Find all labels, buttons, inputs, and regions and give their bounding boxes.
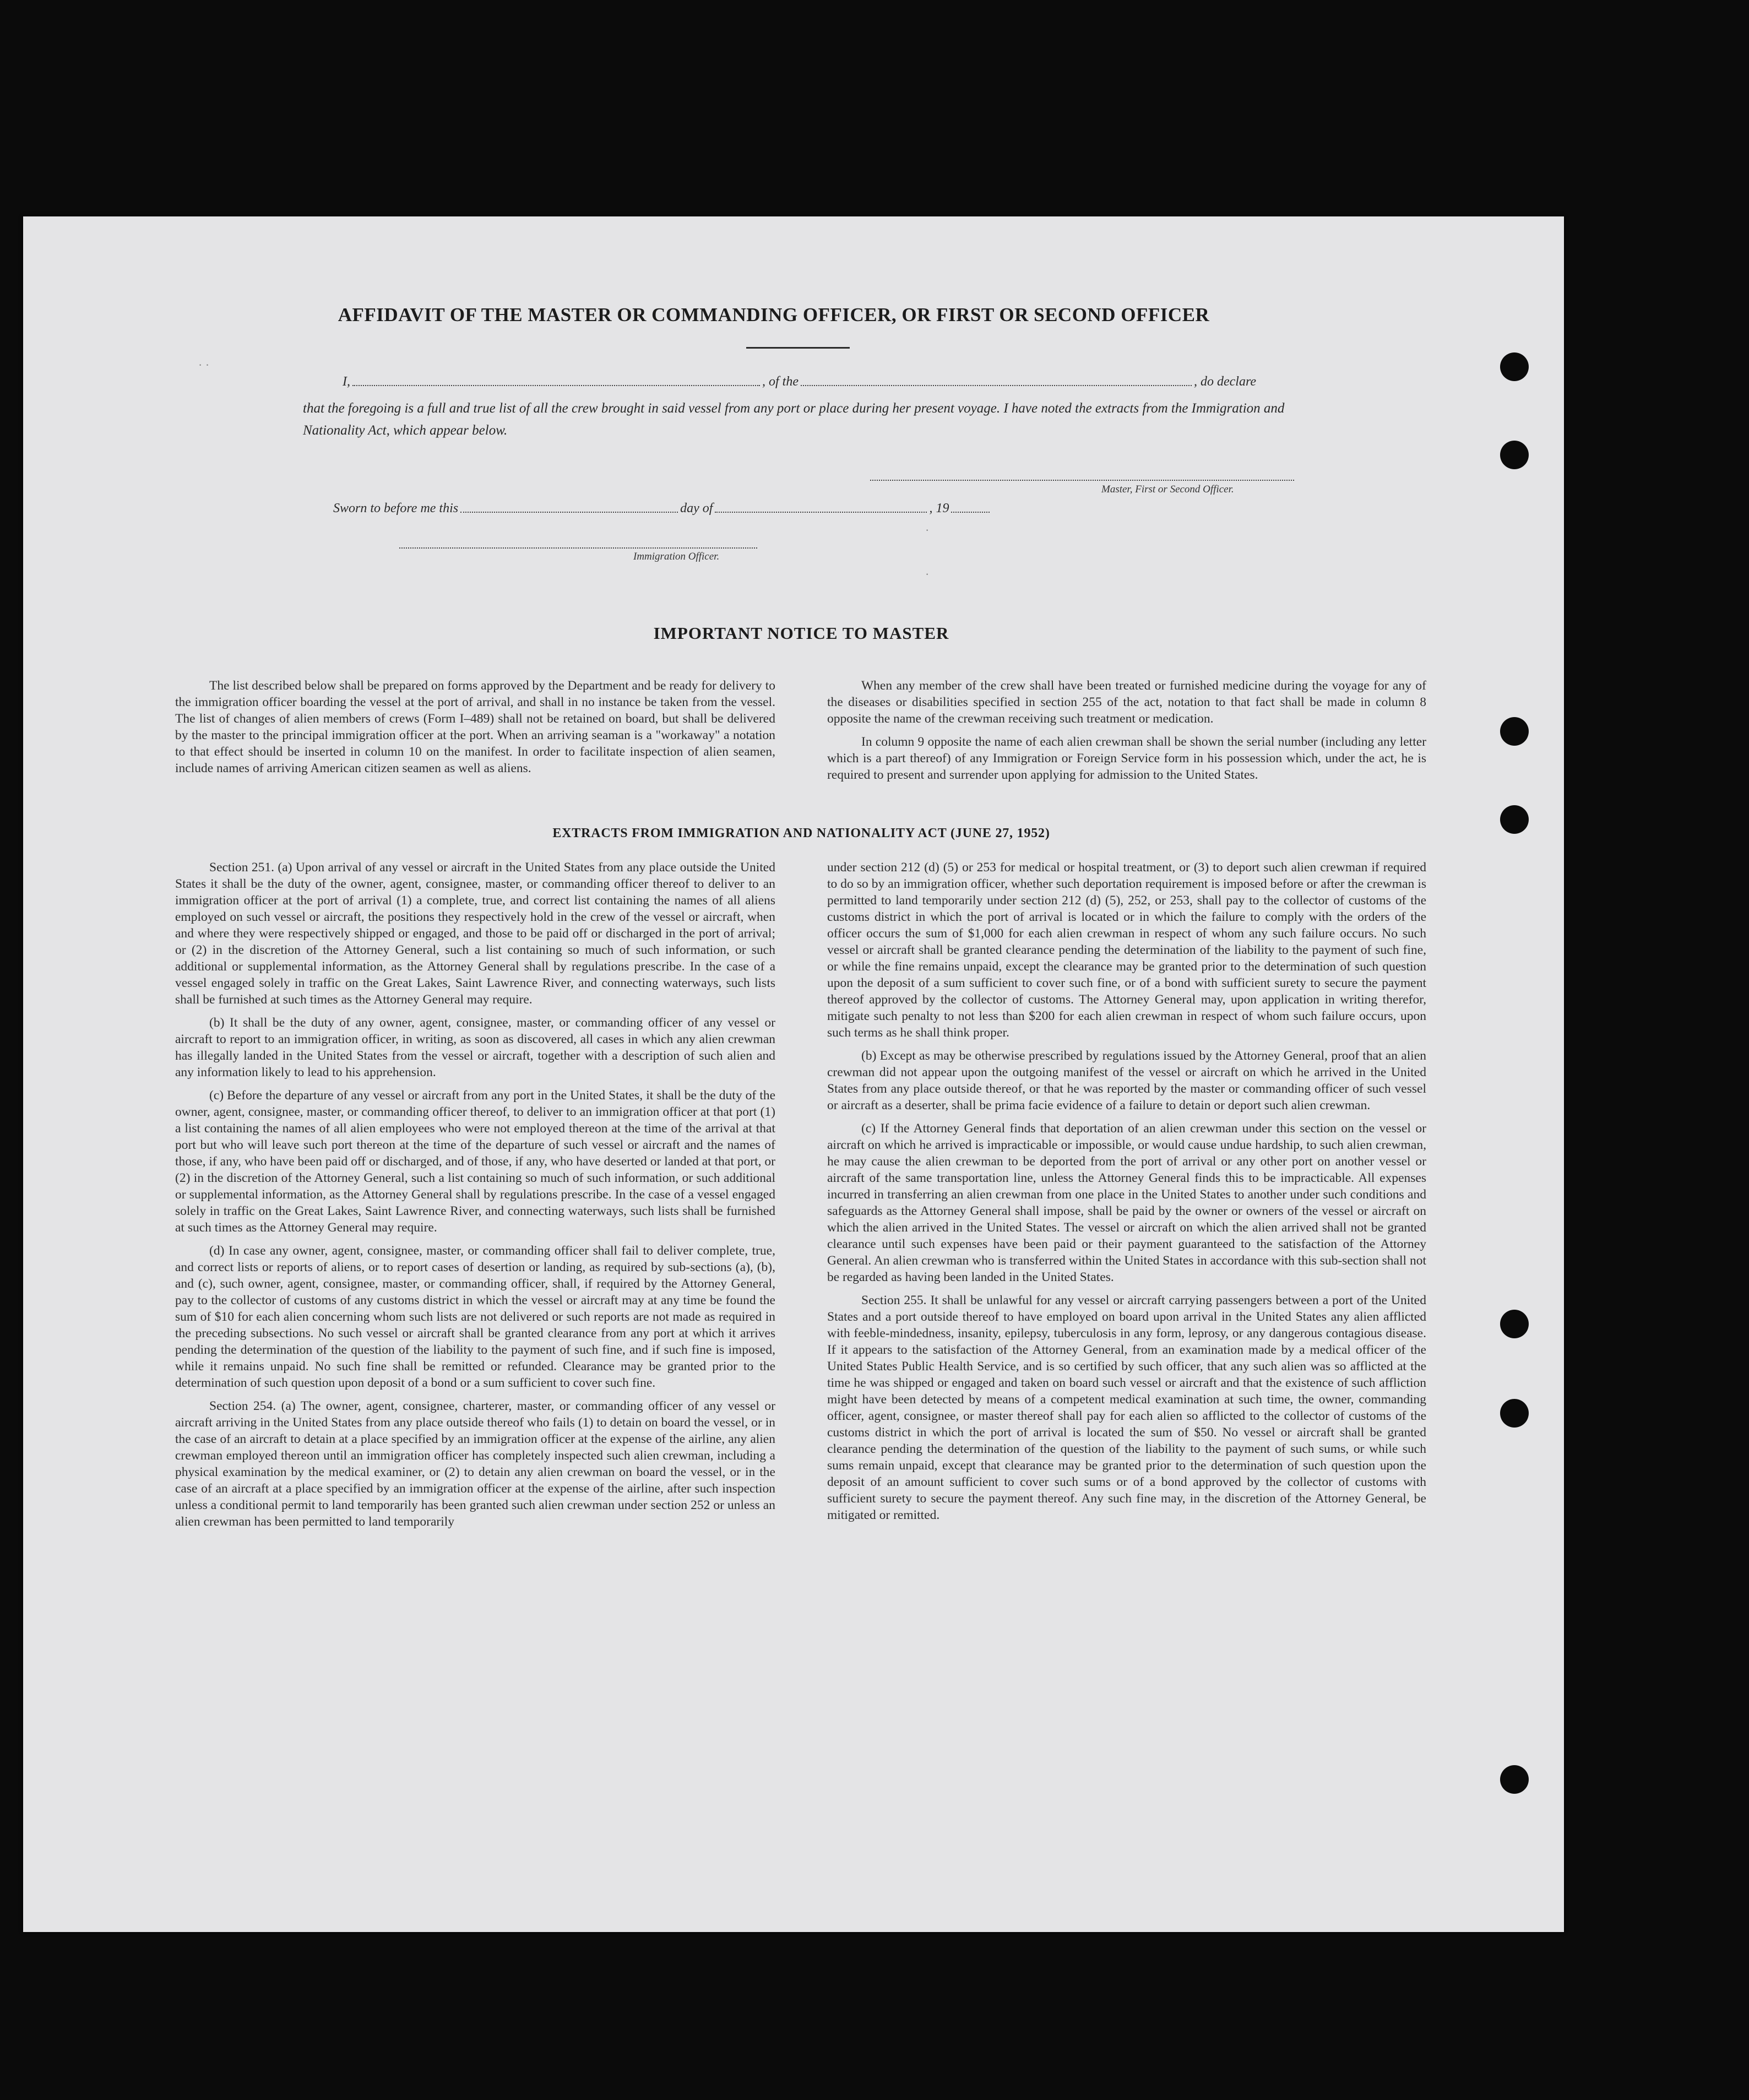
- bleed-through-marks: ·: [925, 523, 930, 537]
- punch-hole: [1500, 441, 1529, 469]
- punch-hole: [1500, 717, 1529, 746]
- section-paragraph: (c) If the Attorney General finds that deportation of an alien crewman under this section on the vessel or aircraft on which he arrived is impracticable or impossible, or would cause undue hardship, to such alien crewman, he may cause the alien crewman to be deported from the port of arrival or any other port on another vessel or aircraft of the same transportation line, unless the Attorney General finds this to be impracticable. All expenses incurred in transferring an alien crewman from one place in the United States to another under such conditions and safeguards as the Attorney General shall impose, shall be paid by the owner or owners of the vessel or aircraft on which the alien arrived in the United States. The vessel or aircraft on which the alien arrived shall not be granted clearance until such expenses have been paid or their payment guaranteed to the satisfaction of the Attorney General. An alien crewman who is transferred within the United States in accordance with this sub-section shall not be regarded as having been landed in the United States.: [827, 1121, 1426, 1284]
- title-rule: [746, 347, 850, 349]
- declaration-start: I,: [343, 375, 350, 389]
- section-paragraph: Section 255. It shall be unlawful for any vessel or aircraft carrying passengers between a port of the United States and a port outside thereof to have employed on board upon arrival in the United States any alien afflicted with feeble-mindedness, insanity, epilepsy, tuberculosis in any form, leprosy, or any dangerous contagious disease. If it appears to the satisfaction of the Attorney General, from an examination made by a medical officer of the United States Public Health Service, and is so certified by such officer, that any such alien was so afflicted at the time he was shipped or engaged and taken on board such vessel or aircraft and that the existence of such affliction might have been detected by means of a competent medical examination at such time, the owner, commanding officer, agent, consignee, or master thereof shall pay for each alien so afflicted to the collector of customs of the customs district in which the port of arrival is located the sum of $50. No vessel or aircraft shall be granted clearance pending the determination of the question of the liability to the payment of such sums, or while such sums remain unpaid, except that clearance may be granted prior to the determination of such question upon the deposit of an amount sufficient to cover such sums or of a bond approved by the collector of customs with sufficient surety to secure the payment thereof. Any such fine may, in the discretion of the Attorney General, be mitigated or remitted.: [827, 1293, 1426, 1522]
- sworn-line: [333, 501, 992, 516]
- section-paragraph: Section 254. (a) The owner, agent, consignee, charterer, master, or commanding officer of any vessel or aircraft arriving in the United States from any place outside thereof who fails (1) to detain on board the vessel, or in the case of an aircraft to detain at a place specified by an immigration officer at the expense of the airline, any alien crewman employed thereon until an immigration officer has completely inspected such alien crewman, including a physical examination by the medical examiner, or (2) to detain any alien crewman on board the vessel, or in the case of an aircraft at a place specified by an immigration officer at the expense of the airline, after such inspection unless a conditional permit to land temporarily has been granted such alien crewman under section 252 or unless an alien crewman has been permitted to land temporarily: [175, 1399, 775, 1529]
- declaration-line: [343, 375, 1256, 389]
- officer-signature-line[interactable]: [399, 547, 757, 549]
- notice-right-column: [827, 677, 1426, 790]
- section-paragraph: (d) In case any owner, agent, consignee, master, or commanding officer shall fail to deliver complete, true, and correct lists or reports of aliens, or to report cases of desertion or landing, as required by sub-sections (a), (b), and (c), such owner, agent, consignee, master, or commanding officer, shall, if required by the Attorney General, pay to the collector of customs of any customs district in which the vessel or aircraft may at any time be found the sum of $10 for each alien concerning whom such lists are not delivered or such reports are not made as required in the preceding subsections. No such vessel or aircraft shall be granted clearance from any port at which it arrives pending the determination of the question of the liability to the payment of such fine, and if such fine is imposed, while it remains unpaid. No such fine shall be remitted or refunded. Clearance may be granted prior to the determination of such question upon deposit of a bond or a sum sufficient to cover such fine.: [175, 1244, 775, 1390]
- sworn-label: Sworn to before me this: [333, 501, 459, 515]
- do-declare-label: , do declare: [1194, 375, 1257, 389]
- punch-hole: [1500, 352, 1529, 381]
- bleed-through-marks: ·: [925, 567, 930, 581]
- punch-hole: [1500, 1399, 1529, 1428]
- sworn-day-field[interactable]: [460, 511, 678, 513]
- extracts-left-column: [175, 859, 775, 1537]
- bleed-through-marks: · ·: [198, 358, 210, 372]
- section-paragraph: Section 251. (a) Upon arrival of any vessel or aircraft in the United States from any place outside the United States it shall be the duty of the owner, agent, consignee, master, or commanding officer thereof to deliver to an immigration officer at the port of arrival (1) a complete, true, and correct list containing the names of all aliens employed on such vessel or aircraft, the positions they respectively hold in the crew of the vessel or aircraft, when and where they were respectively shipped or engaged, and those to be paid off or discharged in the port of arrival; or (2) in the discretion of the Attorney General, such a list containing so much of such information, or such additional or supplemental information, as the Attorney General shall by regulations prescribe. In the case of a vessel engaged solely in traffic on the Great Lakes, Saint Lawrence River, and connecting waterways, such lists shall be furnished at such times as the Attorney General may require.: [175, 860, 775, 1007]
- notice-paragraph: The list described below shall be prepared on forms approved by the Department and be ready for delivery to the immigration officer boarding the vessel at the port of arrival, and shall in no instance be taken from the vessel. The list of changes of alien members of crews (Form I–489) shall not be retained on board, but shall be delivered by the master to the principal immigration officer at the port. When an arriving seaman is a "workaway" a notation to that effect should be inserted in column 10 on the manifest. In order to facilitate inspection of alien seamen, include names of arriving American citizen seamen as well as aliens.: [175, 679, 775, 775]
- notice-left-column: [175, 677, 775, 783]
- punch-hole: [1500, 1765, 1529, 1794]
- name-field[interactable]: [352, 384, 760, 386]
- notice-paragraph: When any member of the crew shall have been treated or furnished medicine during the voyage for any of the diseases or disabilities specified in section 255 of the act, notation to that fact shall be made in column 8 opposite the name of the crewman receiving such treatment or medication.: [827, 679, 1426, 726]
- day-of-label: day of: [680, 501, 713, 515]
- affidavit-title: AFFIDAVIT OF THE MASTER OR COMMANDING OFFICER, OR FIRST OR SECOND OFFICER: [338, 304, 1210, 325]
- section-paragraph: (b) Except as may be otherwise prescribed by regulations issued by the Attorney General, proof that an alien crewman did not appear upon the outgoing manifest of the vessel or aircraft on which he arrived in the United States from any place outside thereof, or that he was reported by the master or commanding officer of such vessel or aircraft as a deserter, shall be prima facie evidence of a failure to detain or deport such alien crewman.: [827, 1049, 1426, 1113]
- of-the-label: , of the: [762, 375, 799, 389]
- officer-caption: Immigration Officer.: [633, 551, 720, 562]
- declaration-text: that the foregoing is a full and true list of all the crew brought in said vessel from any port or place during her present voyage. I have noted the extracts from the Immigration and Nationality Act, which appear below.: [303, 401, 1285, 438]
- master-signature-line[interactable]: [870, 479, 1294, 481]
- punch-hole: [1500, 1310, 1529, 1338]
- sworn-year-field[interactable]: [951, 511, 990, 513]
- section-paragraph: (c) Before the departure of any vessel or aircraft from any port in the United States, it shall be the duty of the owner, agent, consignee, master, or commanding officer thereof, to deliver to an immigration officer at that port (1) a list containing the names of all alien employees who were not employed thereon at the time of the arrival at that port but who will leave such port thereon at the time of the departure of such vessel or aircraft and the names of those, if any, who have been paid off or discharged, and of those, if any, who have deserted or landed at that port, or (2) in the discretion of the Attorney General, such a list containing so much of such information, or such additional or supplemental information, as the Attorney General shall by regulations prescribe. In the case of a vessel engaged solely in traffic on the Great Lakes, Saint Lawrence River, and connecting waterways, such lists shall be furnished at such times as the Attorney General may require.: [175, 1088, 775, 1235]
- master-caption: Master, First or Second Officer.: [1101, 484, 1234, 495]
- sworn-month-field[interactable]: [715, 511, 927, 513]
- year-label: , 19: [929, 501, 949, 515]
- notice-title: IMPORTANT NOTICE TO MASTER: [653, 623, 949, 643]
- notice-paragraph: In column 9 opposite the name of each alien crewman shall be shown the serial number (including any letter which is a part thereof) of any Immigration or Foreign Service form in his possession which, under the act, he is required to present and surrender upon applying for admission to the United States.: [827, 735, 1426, 782]
- section-paragraph: under section 212 (d) (5) or 253 for medical or hospital treatment, or (3) to deport such alien crewman if required to do so by an immigration officer, whether such deportation requirement is imposed before or after the crewman is permitted to land temporarily under section 212 (d) (5), 252, or 253, shall pay to the collector of customs of the customs district in which the port of arrival is located or in which the failure to comply with the orders of the officer occurs the sum of $1,000 for each alien crewman in respect of whom any such failure occurs. No such vessel or aircraft shall be granted clearance pending the determination of the liability to the payment of such fine, or while the fine remains unpaid, except the clearance may be granted prior to the determination of such question upon the deposit of a sum sufficient to cover such fine, or of a bond with sufficient surety to secure the payment thereof approved by the collector of customs. The Attorney General may, upon application in writing therefor, mitigate such penalty to not less than $200 for each alien crewman in respect of whom such failure occurs, upon such terms as he shall think proper.: [827, 860, 1426, 1040]
- extracts-title: EXTRACTS FROM IMMIGRATION AND NATIONALITY ACT (JUNE 27, 1952): [552, 826, 1050, 840]
- extracts-right-column: [827, 859, 1426, 1530]
- vessel-field[interactable]: [801, 384, 1192, 386]
- section-paragraph: (b) It shall be the duty of any owner, agent, consignee, master, or commanding officer of any vessel or aircraft to report to an immigration officer, in writing, as soon as discovered, all cases in which any alien crewman has illegally landed in the United States from the vessel or aircraft, together with a description of such alien and any information likely to lead to his apprehension.: [175, 1016, 775, 1079]
